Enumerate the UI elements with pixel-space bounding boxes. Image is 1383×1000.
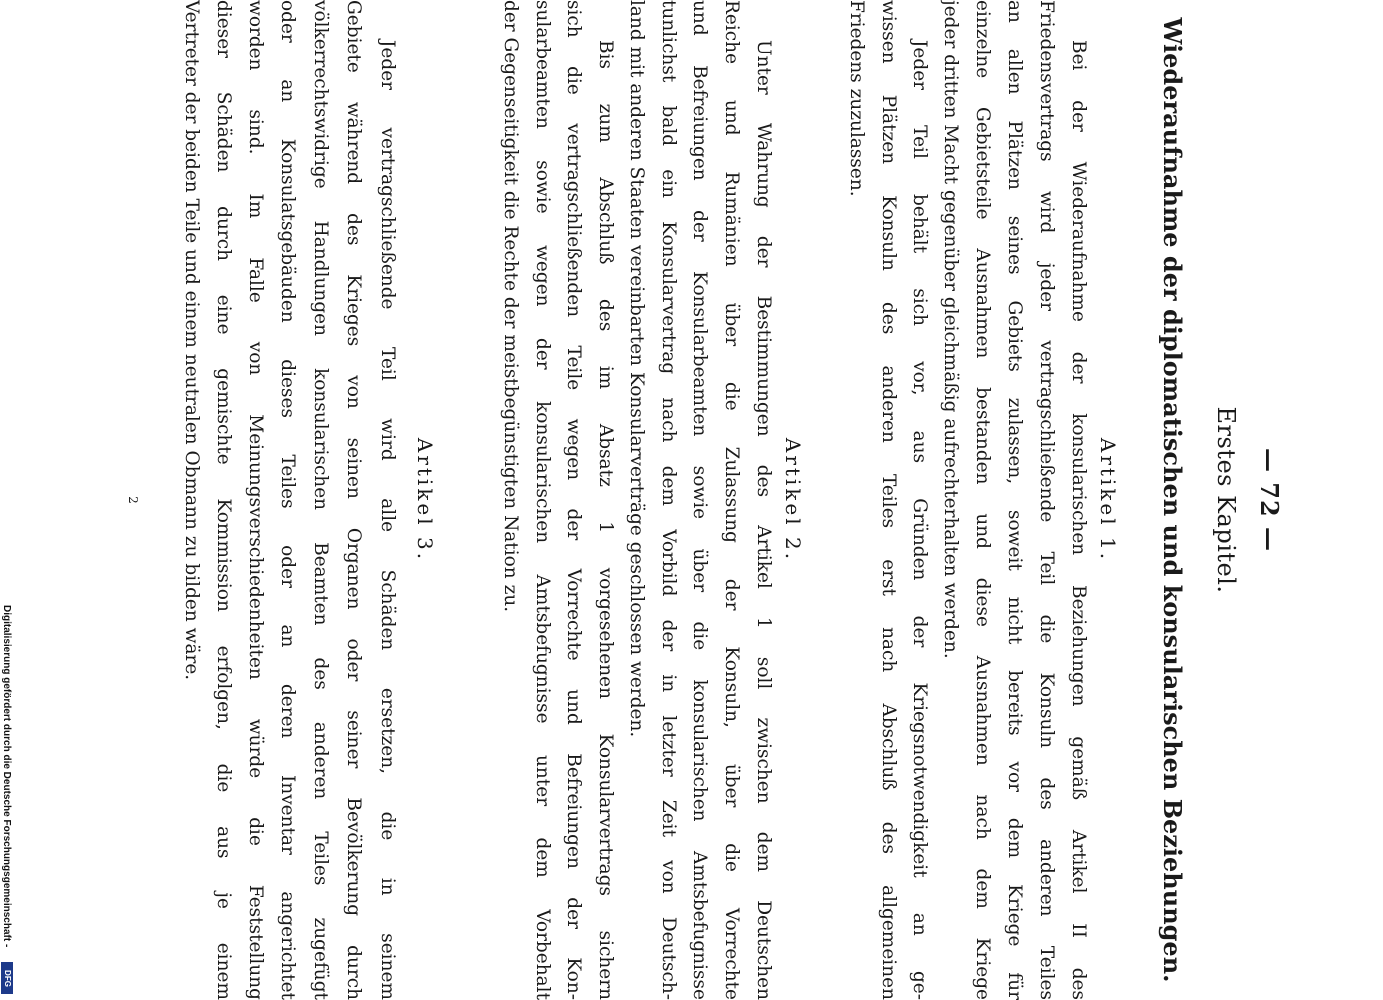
article-3-line-4: oder an Konsulatsgebäuden dieses Teiles oder an deren Inventar angerichtet [277,0,298,1000]
article-3-line-3: völkerrechtswidrige Handlungen konsularischen Beamten des anderen Teiles zugefügt [310,0,331,1000]
article-3-line-6: dieser Schäden durch eine gemischte Kommission erfolgen, die aus je einem [213,0,234,1000]
section-heading: Wiederaufnahme der diplomatischen und konsularischen Beziehungen. [1158,17,1187,983]
article-1-line-6: Jeder Teil behält sich vor, aus Gründen der Kriegsnotwendigkeit an ge- [909,40,930,1000]
article-1-line-7: wissen Plätzen Konsuln des anderen Teiles erst nach Abschluß des allgemeinen [878,0,899,1000]
article-2-title: Artikel 2. [781,437,805,563]
footnote-marker: 2 [126,496,140,504]
article-1-line-1: Bei der Wiederaufnahme der konsularischen Beziehungen gemäß Artikel II des [1068,40,1089,1000]
chapter-title: Erstes Kapitel. [1212,406,1240,594]
article-1-title: Artikel 1. [1096,437,1120,563]
page-number: — 72 — [1255,447,1284,553]
article-3-line-1: Jeder vertragschließende Teil wird alle Schäden ersetzen, die in seinem [377,40,398,1000]
article-3-line-5: worden sind. Im Falle von Meinungsverschiedenheiten würde die Feststellung [245,0,266,1000]
article-1-line-8: Friedens zuzulassen. [846,0,867,197]
article-2-line-7: sich die vertragschließenden Teile wegen der Vorrechte und Befreiungen der Kon- [563,0,584,1000]
article-2-line-8: sularbeamten sowie wegen der konsularischen Amtsbefugnisse unter dem Vorbehalt [532,0,553,1000]
dfg-logo [1,962,13,994]
article-2-line-6: Bis zum Abschluß des im Absatz 1 vorgesehenen Konsularvertrags sichern [595,40,616,1000]
article-2-line-4: tunlichst bald ein Konsularvertrag nach dem Vorbild der in letzter Zeit von Deutsch- [658,0,679,1000]
article-2-line-2: Reiche und Rumänien über die Zulassung der Konsuln, über die Vorrechte [721,0,742,1000]
article-3-title: Artikel 3. [413,437,437,563]
article-1-line-2: Friedensvertrags wird jeder vertragschließende Teil die Konsuln des anderen Teiles [1036,0,1057,1000]
article-1-line-4: einzelne Gebietsteile Ausnahmen bestanden und diese Ausnahmen nach dem Kriege [972,0,993,1000]
dfg-logo-text: DFG [2,969,12,987]
credit-text: Digitalisierung gefördert durch die Deutsche Forschungsgemeinschaft - [1,605,12,948]
article-3-line-2: Gebiete während des Krieges von seinen Organen oder seiner Bevölkerung durch [343,0,364,1000]
article-2-line-1: Unter Wahrung der Bestimmungen des Artikel 1 soll zwischen dem Deutschen [753,40,774,1000]
article-2-line-5: land mit anderen Staaten vereinbarten Konsularverträge geschlossen werden. [626,0,647,738]
article-1-line-5: jeder dritten Macht gegenüber gleichmäßig aufrechterhalten werden. [940,0,961,659]
article-1-line-3: an allen Plätzen seines Gebiets zulassen, soweit nicht bereits vor dem Kriege für [1004,0,1025,1000]
article-2-line-3: und Befreiungen der Konsularbeamten sowie über die konsularischen Amtsbefugnisse [689,0,710,1000]
digitization-credit [0,605,20,1000]
article-2-line-9: der Gegenseitigkeit die Rechte der meistbegünstigten Nation zu. [500,0,521,613]
article-3-line-7: Vertreter der beiden Teile und einem neutralen Obmann zu bilden wäre. [181,0,202,681]
